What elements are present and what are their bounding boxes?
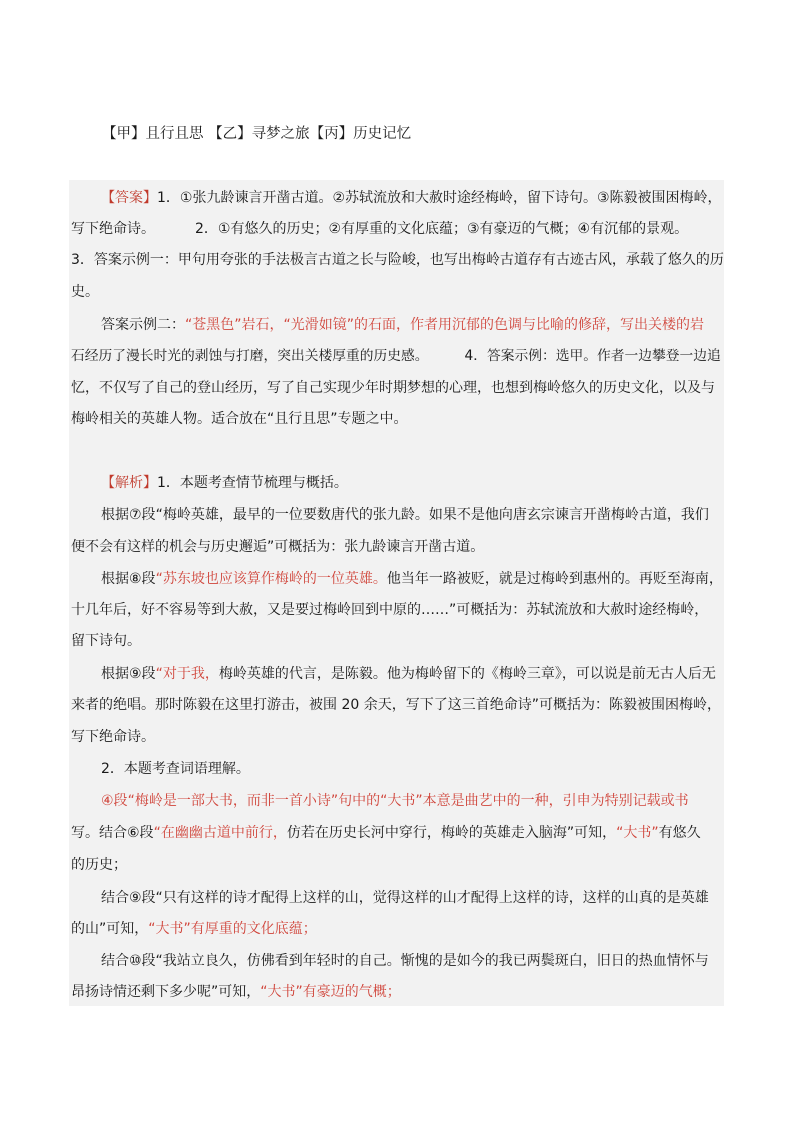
analysis-line-11 [101,791,689,811]
analysis-text: “梅岭英雄，最早的一位要数唐代的张九龄。如果不是他向唐玄宗谏言开凿梅岭古道，我们 [155,507,709,523]
topic-header: 【甲】且行且思 【乙】寻梦之旅【丙】历史记忆 [102,126,412,142]
analysis-line-7 [101,664,716,684]
analysis-line-2 [101,505,709,525]
analysis-quote: “对于我， [155,666,219,682]
analysis-text: 昂扬诗情还剩下多少呢”可知， [71,984,261,1000]
analysis-text: 根据⑦段 [101,507,156,523]
analysis-quote: “大书” [616,825,659,841]
analysis-line-5: 十几年后，好不容易等到大赦，又是要过梅岭回到中原的……”可概括为：苏轼流放和大赦时途经梅岭， [71,602,709,618]
answer-text: 石经历了漫长时光的剥蚀与打磨，突出关楼厚重的历史感。 [71,348,429,364]
analysis-line-4 [101,569,723,589]
answer-text: 答案示例二： [101,317,185,333]
answer-analysis-box [69,180,724,1006]
analysis-quote: “在幽幽古道中前行， [153,825,287,841]
answer-line-4: 史。 [71,284,99,300]
analysis-text: ④段 [101,793,128,809]
analysis-line-17 [71,982,401,1002]
analysis-quote: “苏东坡也应该算作梅岭的一位英雄。 [155,571,387,587]
answer-line-1 [101,188,722,208]
answer-text: 4．答案示例：选甲。作者一边攀登一边追 [464,348,721,364]
analysis-line-10: 2．本题考查词语理解。 [101,761,250,777]
analysis-line-13: 的历史； [71,857,127,873]
answer-text: 写下绝命诗。 [71,221,155,237]
answer-line-7: 忆，不仅写了自己的登山经历，写了自己实现少年时期梦想的心理，也想到梅岭悠久的历史文化，以及与 [71,380,715,396]
analysis-line-14: 结合⑨段“只有这样的诗才配得上这样的山，觉得这样的山才配得上这样的诗，这样的山真的是英雄 [101,890,709,906]
answer-text: 1．①张九龄谏言开凿古道。②苏轼流放和大赦时途经梅岭，留下诗句。③陈毅被围困梅岭， [157,190,722,206]
analysis-quote: “梅岭是一部大书，而非一首小诗”句中的“大书”本意是曲艺中的一种，引申为特别记载或书 [127,793,689,809]
answer-line-8: 梅岭相关的英雄人物。适合放在“且行且思”专题之中。 [71,411,408,427]
answer-quote: “苍黑色”岩石，“光滑如镜”的石面，作者用沉郁的色调与比喻的修辞，写出关楼的岩 [185,317,705,333]
answer-line-2 [71,219,688,239]
analysis-text: 有悠久 [658,825,701,841]
analysis-line-8: 来者的绝唱。那时陈毅在这里打游击，被围 20 余天，写下了这三首绝命诗”可概括为：陈毅被围困梅岭， [71,697,721,713]
answer-line-6 [71,346,721,366]
analysis-line-1 [101,473,348,493]
analysis-text: 1．本题考查情节梳理与概括。 [157,475,348,491]
analysis-line-6: 留下诗句。 [71,633,141,649]
analysis-text: 写。结合⑥段 [71,825,154,841]
analysis-text: 仿若在历史长河中穿行，梅岭的英雄走入脑海”可知， [286,825,617,841]
answer-tag: 【答案】 [101,190,157,206]
answer-line-3: 3．答案示例一：甲句用夸张的手法极言古道之长与险峻，也写出梅岭古道存有古迹古风，承载了悠久的历 [71,252,724,268]
analysis-text: 的山”可知， [71,921,149,937]
answer-text: 2．①有悠久的历史；②有厚重的文化底蕴；③有豪迈的气概；④有沉郁的景观。 [195,221,689,237]
analysis-line-12 [71,823,701,843]
analysis-text: 梅岭英雄的代言，是陈毅。他为梅岭留下的《梅岭三章》，可以说是前无古人后无 [218,666,716,682]
analysis-line-9: 写下绝命诗。 [71,729,155,745]
analysis-quote: “大书”有厚重的文化底蕴； [148,921,317,937]
answer-line-5 [101,315,704,335]
analysis-text: 他当年一路被贬，就是过梅岭到惠州的。再贬至海南， [386,571,723,587]
analysis-quote: “大书”有豪迈的气概； [260,984,401,1000]
analysis-text: 根据⑨段 [101,666,156,682]
analysis-line-15 [71,919,317,939]
analysis-line-3: 便不会有这样的机会与历史邂逅”可概括为：张九龄谏言开凿古道。 [71,539,485,555]
analysis-tag: 【解析】 [101,475,157,491]
analysis-text: 根据⑧段 [101,571,156,587]
analysis-line-16: 结合⑩段“我站立良久，仿佛看到年轻时的自己。惭愧的是如今的我已两鬓斑白，旧日的热血情怀与 [101,953,709,969]
